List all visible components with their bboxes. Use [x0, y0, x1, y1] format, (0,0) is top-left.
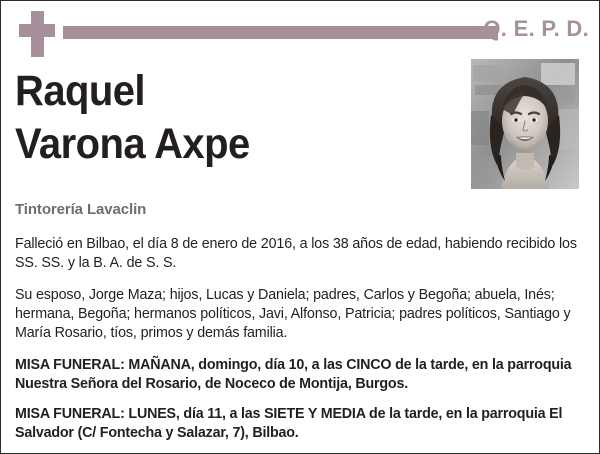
deceased-subtitle: Tintorería Lavaclin [15, 201, 147, 218]
funeral-mass-2: MISA FUNERAL: LUNES, día 11, a las SIETE Y MEDIA de la tarde, en la parroquia El Salvador (C/ Fontecha y Salazar, 7), Bilbao. [15, 406, 563, 441]
family-paragraph: Su esposo, Jorge Maza; hijos, Lucas y Daniela; padres, Carlos y Begoña; abuela, Inés; hermana, Begoña; hermanos políticos, Javi, Alfonso, Patricia; padres políticos, Santiago y María Rosario, tíos, primos y demás familia. [15, 287, 571, 341]
portrait-photo [471, 59, 579, 189]
cross-horizontal-bar [19, 24, 55, 37]
header-rule [63, 26, 498, 39]
deceased-name [15, 65, 460, 171]
funeral-mass-1: MISA FUNERAL: MAÑANA, domingo, día 10, a las CINCO de la tarde, en la parroquia Nuestra Señora del Rosario, de Noceco de Montija, Burgos. [15, 357, 572, 392]
qepd-label: Q. E. P. D. [483, 16, 589, 41]
name-line-last: Varona Axpe [15, 120, 250, 168]
name-line-first: Raquel [15, 67, 145, 115]
header [1, 1, 600, 57]
cross-icon [19, 11, 55, 57]
death-paragraph: Falleció en Bilbao, el día 8 de enero de 2016, a los 38 años de edad, habiendo recibido los SS. SS. y la B. A. de S. S. [15, 236, 577, 271]
notice-body [15, 235, 587, 443]
